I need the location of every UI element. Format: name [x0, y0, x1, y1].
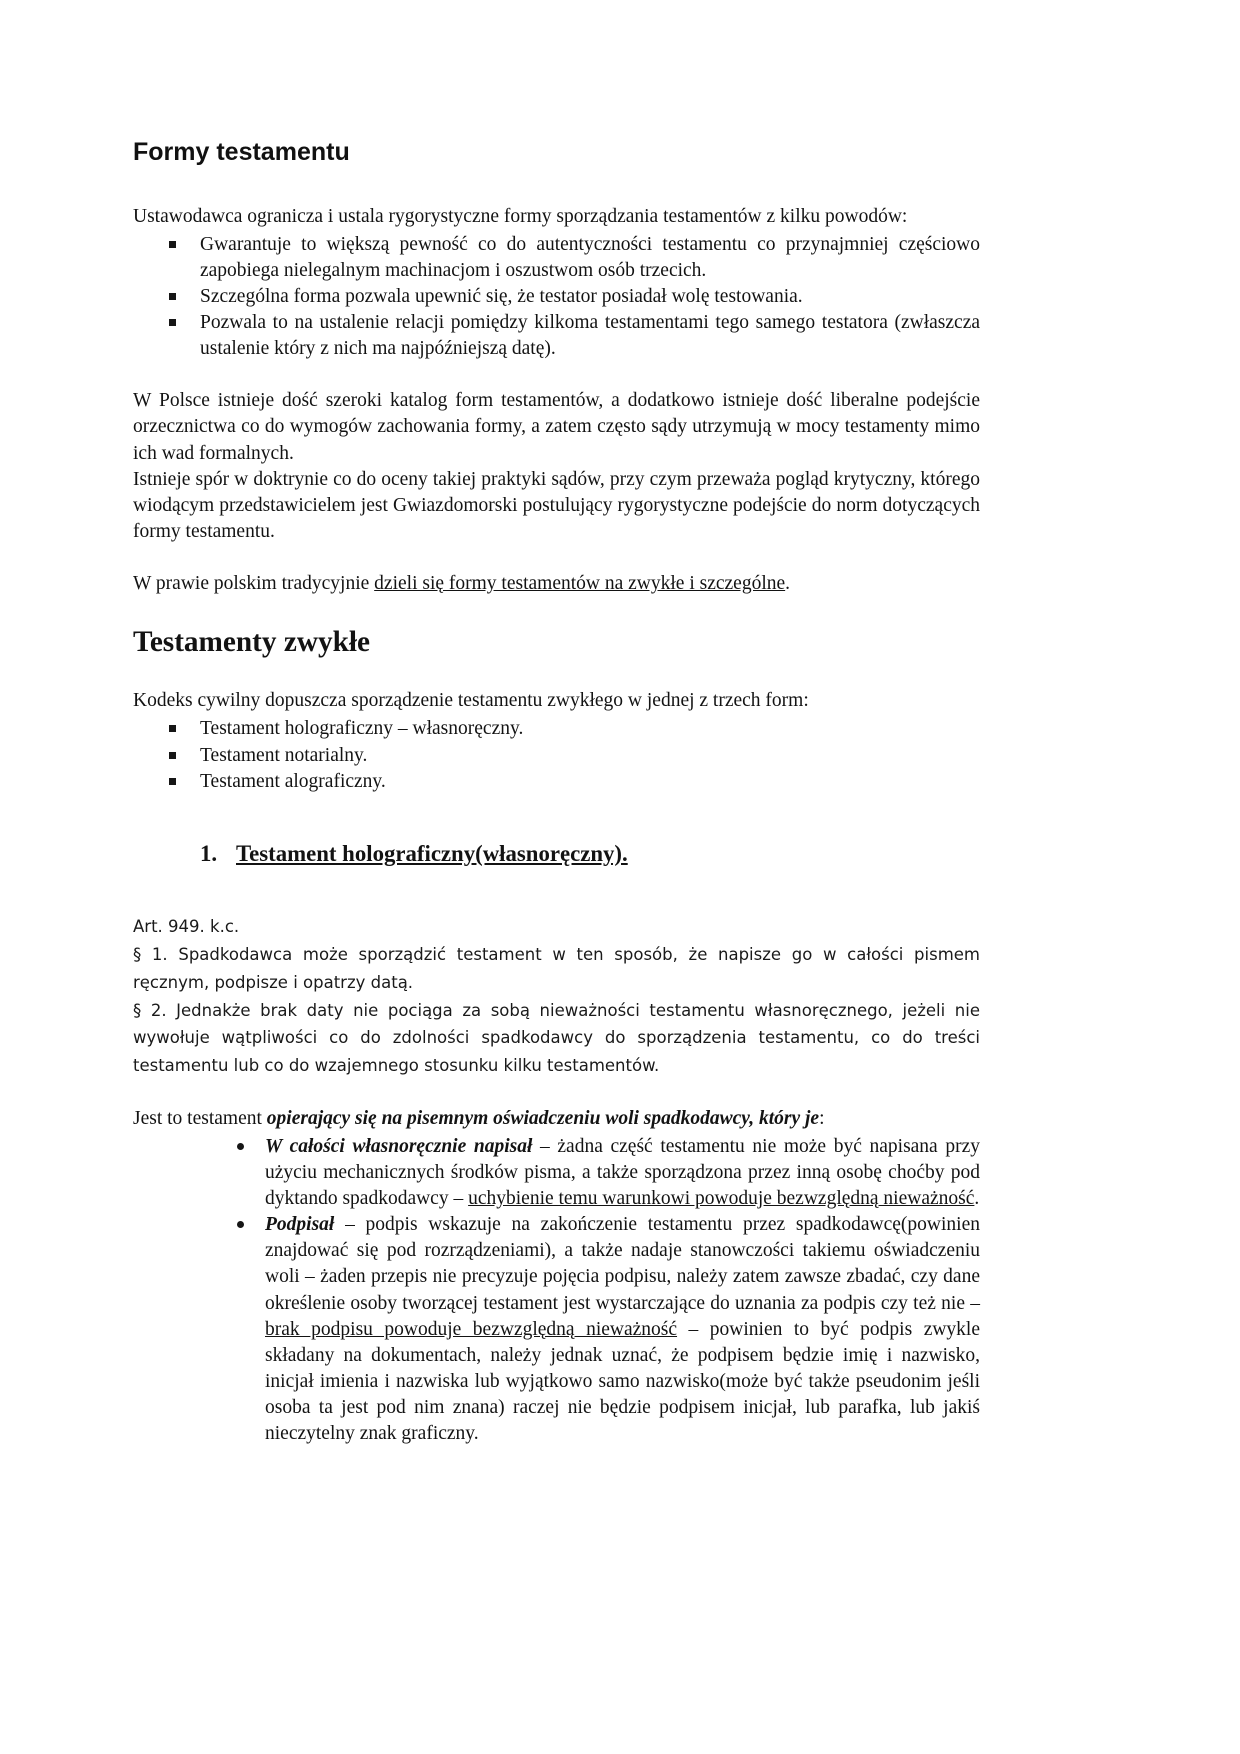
- reasons-list: [133, 232, 980, 363]
- square-bullet-icon: [169, 319, 176, 326]
- paragraph-division: [133, 571, 980, 597]
- vertical-spacer: [133, 597, 980, 623]
- list-item-text: Testament notarialny.: [200, 744, 368, 766]
- requirement-underlined: uchybienie temu warunkowi powoduje bezwzględną nieważność: [468, 1188, 975, 1210]
- paragraph-doctrine: Istnieje spór w doktrynie co do oceny takiej praktyki sądów, przy czym przeważa pogląd krytyczny, którego wiodącym przedstawicielem jest Gwiazdomorski postulujący rygorystyczne podejście do norm dotyczących formy testamentu.: [133, 468, 980, 542]
- list-item-text: Gwarantuje to większą pewność co do autentyczności testamentu co przynajmniej częściowo zapobiega nielegalnym machinacjom i oszustwom osób trzecich.: [200, 233, 980, 281]
- vertical-spacer: [133, 662, 980, 688]
- requirement-underlined: brak podpisu powoduje bezwzględną nieważność: [265, 1318, 678, 1340]
- will-forms-list: [133, 716, 980, 794]
- division-text-end: .: [785, 573, 791, 594]
- round-bullet-icon: [237, 1143, 244, 1150]
- vertical-spacer: [133, 869, 980, 913]
- division-text-underlined: dzieli się formy testamentów na zwykłe i szczególne: [374, 573, 786, 594]
- list-item: [133, 743, 980, 769]
- vertical-spacer: [133, 362, 980, 388]
- square-bullet-icon: [169, 241, 176, 248]
- intro-paragraph: Ustawodawca ogranicza i ustala rygorystyczne formy sporządzania testamentów z kilku powodów:: [133, 205, 908, 227]
- list-item: [133, 716, 980, 742]
- list-item: [133, 232, 980, 284]
- paragraph-civil-code-forms: Kodeks cywilny dopuszcza sporządzenie testamentu zwykłego w jednej z trzech form:: [133, 690, 809, 712]
- statute-quote-block: [133, 913, 980, 1079]
- square-bullet-icon: [169, 293, 176, 300]
- requirement-lead: Podpisał: [265, 1214, 335, 1236]
- statute-reference: Art. 949. k.c.: [133, 917, 240, 937]
- list-item: [133, 284, 980, 310]
- paragraph-will-description: [133, 1106, 980, 1132]
- requirement-body: – podpis wskazuje na zakończenie testamentu przez spadkodawcę(powinien znajdować się pod rozrządzeniami), a także nadaje stanowczości takiemu oświadczeniu woli – żaden przepis nie precyzuje pojęcia podpisu, należy zatem zawsze zbadać, czy dane określenie osoby tworzącej testament jest wystarczające do uznania za podpis czy też nie –: [265, 1214, 980, 1314]
- paragraph-catalog: W Polsce istnieje dość szeroki katalog form testamentów, a dodatkowo istnieje dość liberalne podejście orzecznictwa co do wymogów zachowania formy, a zatem często sądy utrzymują w mocy testamenty mimo ich wad formalnych.: [133, 390, 980, 464]
- list-item-text: Testament holograficzny – własnoręczny.: [200, 718, 524, 740]
- subsection-heading-holographic-will: [133, 839, 980, 870]
- statute-paragraph-1: § 1. Spadkodawca może sporządzić testament w ten sposób, że napisze go w całości pismem ręcznym, podpisze i opatrzy datą.: [133, 945, 980, 992]
- requirement-body: – żadna część testamentu nie może być napisana przy użyciu mechanicznych środków pisma, a także sporządzona przez inną osobę choćby pod dyktando spadkodawcy –: [265, 1135, 980, 1210]
- requirement-end: .: [974, 1188, 980, 1210]
- list-item-text: Pozwala to na ustalenie relacji pomiędzy kilkoma testamentami tego samego testatora (zwłaszcza ustalenie który z nich ma najpóźniejszą datę).: [200, 312, 980, 360]
- list-item: [133, 769, 980, 795]
- requirement-lead: W całości własnoręcznie napisał: [265, 1135, 533, 1157]
- division-text-normal: W prawie polskim tradycyjnie: [133, 573, 375, 594]
- vertical-spacer: [133, 545, 980, 571]
- vertical-spacer: [133, 1080, 980, 1106]
- square-bullet-icon: [169, 752, 176, 759]
- description-text-normal: Jest to testament: [133, 1107, 267, 1129]
- heading-text: Testament holograficzny(własnoręczny).: [236, 840, 628, 866]
- requirement-end: – powinien to być podpis zwykle składany na dokumentach, należy jednak uznać, że podpisem będzie imię i nazwisko, inicjał imienia i nazwiska lub wyjątkowo samo nazwisko(może być także pseudonim jeśli osoba ta jest pod nim znana) raczej nie będzie podpisem inicjał, lub parafka, lub jakiś nieczytelny znak graficzny.: [265, 1318, 980, 1445]
- description-text-end: :: [819, 1107, 825, 1129]
- statute-paragraph-2: § 2. Jednakże brak daty nie pociąga za sobą nieważności testamentu własnoręcznego, jeżeli nie wywołuje wątpliwości co do zdolności spadkodawcy do sporządzenia testamentu, co do treści testamentu lub co do wzajemnego stosunku kilku testamentów.: [133, 1000, 980, 1075]
- heading-number: 1.: [200, 840, 218, 866]
- will-requirements-list: [133, 1134, 980, 1448]
- description-text-emphasis: opierający się na pisemnym oświadczeniu woli spadkodawcy, który je: [266, 1107, 820, 1129]
- list-item: [133, 1134, 980, 1212]
- square-bullet-icon: [169, 778, 176, 785]
- square-bullet-icon: [169, 725, 176, 732]
- vertical-spacer: [133, 795, 980, 839]
- section-heading-ordinary-wills: Testamenty zwykłe: [133, 626, 370, 659]
- list-item: [133, 310, 980, 362]
- round-bullet-icon: [237, 1221, 244, 1228]
- list-item-text: Szczególna forma pozwala upewnić się, że testator posiadał wolę testowania.: [200, 285, 803, 307]
- list-item: [133, 1212, 980, 1447]
- page-title: Formy testamentu: [133, 138, 350, 166]
- list-item-text: Testament alograficzny.: [200, 770, 386, 792]
